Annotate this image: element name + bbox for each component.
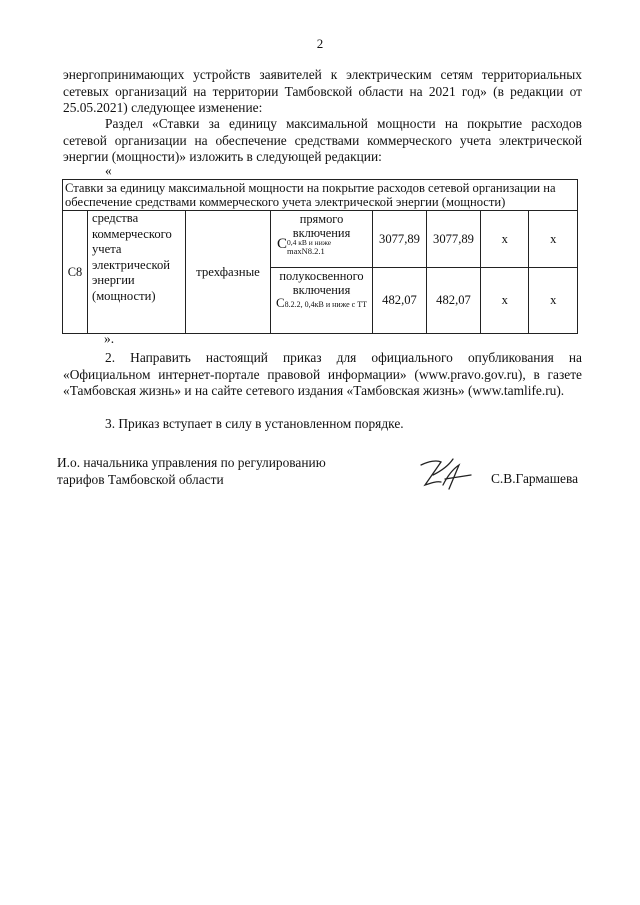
formula-symbol: C xyxy=(277,236,288,252)
x-cell: х xyxy=(481,268,529,334)
intro-paragraph: энергопринимающих устройств заявителей к электрическим сетям территориальных сетевых организаций на территории Тамбовской области на 2021 год» (в редакции от 25.05.2021) следующее изменение: xyxy=(63,67,582,115)
close-quote: ». xyxy=(104,331,115,346)
formula-superscript: 0,4 кВ и ниже xyxy=(287,238,332,247)
connection-cell-semi-indirect xyxy=(271,268,373,334)
rate-code: С8 xyxy=(63,211,88,334)
section-paragraph: Раздел «Ставки за единицу максимальной мощности на покрытие расходов сетевой организации на обеспечение средствами коммерческого учета электрической энергии (мощности)» изложить в следующей редакции: xyxy=(63,116,582,164)
signatory-title-line1: И.о. начальника управления по регулированию xyxy=(57,455,326,470)
value-cell: 3077,89 xyxy=(427,211,481,268)
formula-semi-indirect xyxy=(271,297,372,309)
open-quote: « xyxy=(105,163,112,178)
table-caption: Ставки за единицу максимальной мощности на покрытие расходов сетевой организации на обеспечение средствами коммерческого учета электрической энергии (мощности) xyxy=(63,180,578,211)
formula-subscript: 8.2.2, 0,4кВ и ниже с ТТ xyxy=(284,300,368,309)
formula-subscript: maxN8.2.1 xyxy=(287,246,325,256)
item-3-paragraph: 3. Приказ вступает в силу в установленном порядке. xyxy=(105,416,404,431)
handwritten-signature xyxy=(415,455,475,497)
x-cell: х xyxy=(481,211,529,268)
value-cell: 3077,89 xyxy=(373,211,427,268)
connection-label: полукосвенного включения xyxy=(279,269,364,297)
value-cell: 482,07 xyxy=(427,268,481,334)
connection-label: прямого включения xyxy=(292,212,351,240)
signatory-title xyxy=(57,455,326,488)
rates-table xyxy=(62,179,578,334)
formula-symbol: С xyxy=(275,295,285,310)
rate-description: средства коммерческого учета электрической энергии (мощности) xyxy=(88,211,186,334)
x-cell: х xyxy=(529,268,578,334)
signatory-title-line2: тарифов Тамбовской области xyxy=(57,471,224,487)
page-number: 2 xyxy=(316,36,324,51)
item-2-paragraph: 2. Направить настоящий приказ для официального опубликования на «Официальном интернет-портале правовой информации» (www.pravo.gov.ru), в газете «Тамбовская жизнь» и на сайте сетевого издания «Тамбовская жизнь» (www.tamlife.ru). xyxy=(63,350,582,398)
connection-cell-direct xyxy=(271,211,373,268)
formula-direct xyxy=(271,236,372,256)
x-cell: х xyxy=(529,211,578,268)
phase-type: трехфазные xyxy=(186,211,271,334)
signatory-name: С.В.Гармашева xyxy=(491,471,579,486)
value-cell: 482,07 xyxy=(373,268,427,334)
